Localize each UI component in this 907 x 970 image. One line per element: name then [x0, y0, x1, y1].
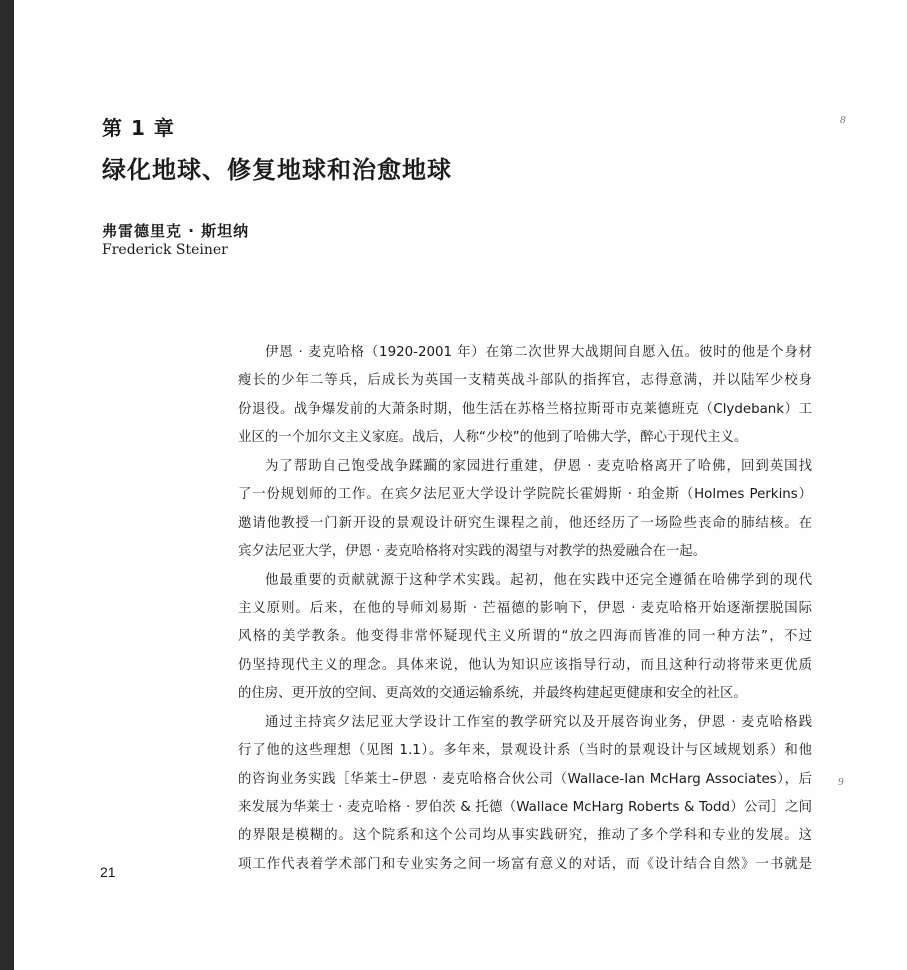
body-line: 了一份规划师的工作。在宾夕法尼亚大学设计学院院长霍姆斯 · 珀金斯（Holmes Perkins）: [238, 487, 812, 503]
body-line: 风格的美学教条。他变得非常怀疑现代主义所谓的“放之四海而皆准的同一种方法”，不过: [238, 629, 812, 645]
body-line: 主义原则。后来，在他的导师刘易斯 · 芒福德的影响下，伊恩 · 麦克哈格开始逐渐摆脱国际: [238, 600, 812, 616]
chapter-label: 第 1 章: [102, 116, 175, 140]
body-line: 的住房、更开放的空间、更高效的交通运输系统，并最终构建起更健康和安全的社区。: [238, 686, 747, 702]
chapter-title: 绿化地球、修复地球和治愈地球: [102, 156, 452, 184]
book-spine: [0, 0, 14, 970]
margin-number-9: 9: [838, 776, 844, 788]
body-line: 份退役。战争爆发前的大萧条时期，他生活在苏格兰格拉斯哥市克莱德班克（Clydebank）工: [238, 401, 812, 417]
body-line: 瘦长的少年二等兵，后成长为英国一支精英战斗部队的指挥官，志得意满，并以陆军少校身: [238, 373, 812, 389]
body-line: 通过主持宾夕法尼亚大学设计工作室的教学研究以及开展咨询业务，伊恩 · 麦克哈格践: [265, 714, 812, 730]
body-line: 项工作代表着学术部门和专业实务之间一场富有意义的对话，而《设计结合自然》一书就是: [238, 856, 812, 872]
body-line: 宾夕法尼亚大学，伊恩 · 麦克哈格将对实践的渴望与对教学的热爱融合在一起。: [238, 544, 707, 560]
body-line: 伊恩 · 麦克哈格（1920-2001 年）在第二次世界大战期间自愿入伍。彼时的他是个身材: [265, 345, 812, 360]
body-text: [238, 339, 812, 879]
body-line: 的界限是模糊的。这个院系和这个公司均从事实践研究，推动了多个学科和专业的发展。这: [238, 828, 812, 844]
page-number: 21: [100, 864, 116, 880]
body-line: 行了他的这些理想（见图 1.1）。多年来，景观设计系（当时的景观设计与区域规划系）和他: [238, 743, 812, 759]
body-line: 业区的一个加尔文主义家庭。战后，人称“少校”的他到了哈佛大学，醉心于现代主义。: [238, 430, 748, 446]
body-line: 来发展为华莱士 · 麦克哈格 · 罗伯茨 & 托德（Wallace McHarg Roberts & Todd）公司］之间: [238, 800, 812, 815]
author-name-chinese: 弗雷德里克 · 斯坦纳: [102, 222, 250, 240]
margin-number-8: 8: [840, 114, 846, 126]
body-line: 他最重要的贡献就源于这种学术实践。起初，他在实践中还完全遵循在哈佛学到的现代: [265, 572, 812, 588]
author-name-english: Frederick Steiner: [102, 242, 228, 258]
body-line: 邀请他教授一门新开设的景观设计研究生课程之前，他还经历了一场险些丧命的肺结核。在: [238, 515, 812, 531]
body-line: 的咨询业务实践［华莱士–伊恩 · 麦克哈格合伙公司（Wallace-Ian McHarg Associates），后: [238, 771, 812, 787]
body-line: 为了帮助自己饱受战争蹂躏的家园进行重建，伊恩 · 麦克哈格离开了哈佛，回到英国找: [265, 458, 812, 474]
body-line: 仍坚持现代主义的理念。具体来说，他认为知识应该指导行动，而且这种行动将带来更优质: [238, 657, 812, 673]
